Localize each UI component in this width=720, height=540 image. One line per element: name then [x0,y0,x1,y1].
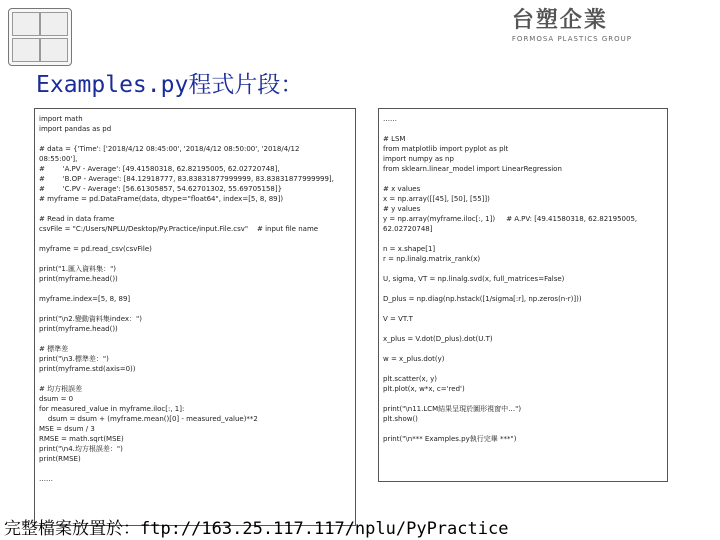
code-line: print(myframe.head()) [39,275,118,283]
code-line [383,234,663,244]
code-line: # 'A.PV - Average': [49.41580318, 62.82195005, 62.02720748], [39,165,280,173]
code-line: print("\n*** Examples.py執行完畢 ***") [383,435,517,443]
code-line [39,234,351,244]
code-line: print(RMSE) [39,455,81,463]
code-line [39,284,351,294]
company-logo [8,8,72,66]
code-line: x_plus = V.dot(D_plus).dot(U.T) [383,335,493,343]
code-line: print("\n11.LCM結果呈現於圖形視窗中…") [383,405,522,413]
company-name-block [512,8,632,44]
code-line: print("1.匯入資料集：") [39,265,117,273]
left-code-listing [35,109,355,484]
code-line: # LSM [383,135,406,143]
code-line [383,284,663,294]
code-line: …… [383,115,397,123]
logo-cell [12,12,40,36]
code-line: plt.plot(x, w*x, c='red') [383,385,465,393]
right-code-panel [378,108,668,482]
logo-cell [40,12,68,36]
code-line [39,374,351,384]
right-code-listing [379,109,667,444]
code-line: w = x_plus.dot(y) [383,355,445,363]
code-line [383,394,663,404]
code-line [383,364,663,374]
code-line: # y values [383,205,421,213]
left-code-panel [34,108,356,526]
code-line [39,134,351,144]
code-line: …… [39,475,53,483]
code-line: # Read in data frame [39,215,115,223]
code-line [383,124,663,134]
code-line: RMSE = math.sqrt(MSE) [39,435,124,443]
code-line: import pandas as pd [39,125,112,133]
code-line: MSE = dsum / 3 [39,425,95,433]
code-line [383,424,663,434]
code-line: V = VT.T [383,315,413,323]
code-line [39,254,351,264]
code-line: print("\n4.均方根誤差：") [39,445,123,453]
code-line: import math [39,115,83,123]
company-name-en: FORMOSA PLASTICS GROUP [511,35,632,43]
code-line: print("\n3.標準差：") [39,355,109,363]
code-line: # 'C.PV - Average': [56.61305857, 54.62701302, 55.69705158]} [39,185,283,193]
code-line: y = np.array(myframe.iloc[:, 1]) # A.PV: [49.41580318, 62.82195005, [383,215,638,223]
code-line: n = x.shape[1] [383,245,436,253]
slide-title: Examples.py程式片段： [36,72,304,98]
code-line [383,344,663,354]
code-line: # myframe = pd.DataFrame(data, dtype="float64", index=[5, 8, 89]) [39,195,284,203]
code-line: for measured_value in myframe.iloc[:, 1]: [39,405,185,413]
code-line: plt.scatter(x, y) [383,375,438,383]
code-line: from matplotlib import pyplot as plt [383,145,509,153]
code-line [383,264,663,274]
code-line [383,174,663,184]
logo-cell [12,38,40,62]
footer-file-location: 完整檔案放置於：ftp://163.25.117.117/nplu/PyPractice [4,519,509,539]
code-line: import numpy as np [383,155,454,163]
code-line: myframe.index=[5, 8, 89] [39,295,131,303]
code-line: # data = {'Time': ['2018/4/12 08:45:00', '2018/4/12 08:50:00', '2018/4/12 [39,145,300,153]
code-line: myframe = pd.read_csv(csvFile) [39,245,152,253]
code-line: # 標準差 [39,345,69,353]
code-line [39,204,351,214]
code-line: # 均方根誤差 [39,385,83,393]
code-line: x = np.array([[45], [50], [55]]) [383,195,490,203]
code-line: from sklearn.linear_model import LinearRegression [383,165,562,173]
code-line: 62.02720748] [383,225,433,233]
code-line: print("\n2.變動資料集index：") [39,315,142,323]
code-line: D_plus = np.diag(np.hstack([1/sigma[:r], np.zeros(n-r)])) [383,295,582,303]
company-name-cn: 台塑企業 [511,8,608,33]
code-line: U, sigma, VT = np.linalg.svd(x, full_matrices=False) [383,275,565,283]
code-line: # x values [383,185,421,193]
code-line: dsum = 0 [39,395,74,403]
code-line [39,464,351,474]
code-line: csvFile = "C:/Users/NPLU/Desktop/Py.Practice/input.File.csv" # input file name [39,225,319,233]
code-line: plt.show() [383,415,418,423]
code-line: # 'B.OP - Average': [84.12918777, 83.83831877999999, 83.83831877999999], [39,175,334,183]
logo-cell [40,38,68,62]
code-line [383,304,663,314]
code-line: dsum = dsum + (myframe.mean()[0] - measured_value)**2 [39,415,258,423]
code-line: r = np.linalg.matrix_rank(x) [383,255,481,263]
code-line [39,304,351,314]
code-line [39,334,351,344]
code-line: print(myframe.head()) [39,325,118,333]
code-line: 08:55:00'], [39,155,78,163]
code-line: print(myframe.std(axis=0)) [39,365,136,373]
code-line [383,324,663,334]
